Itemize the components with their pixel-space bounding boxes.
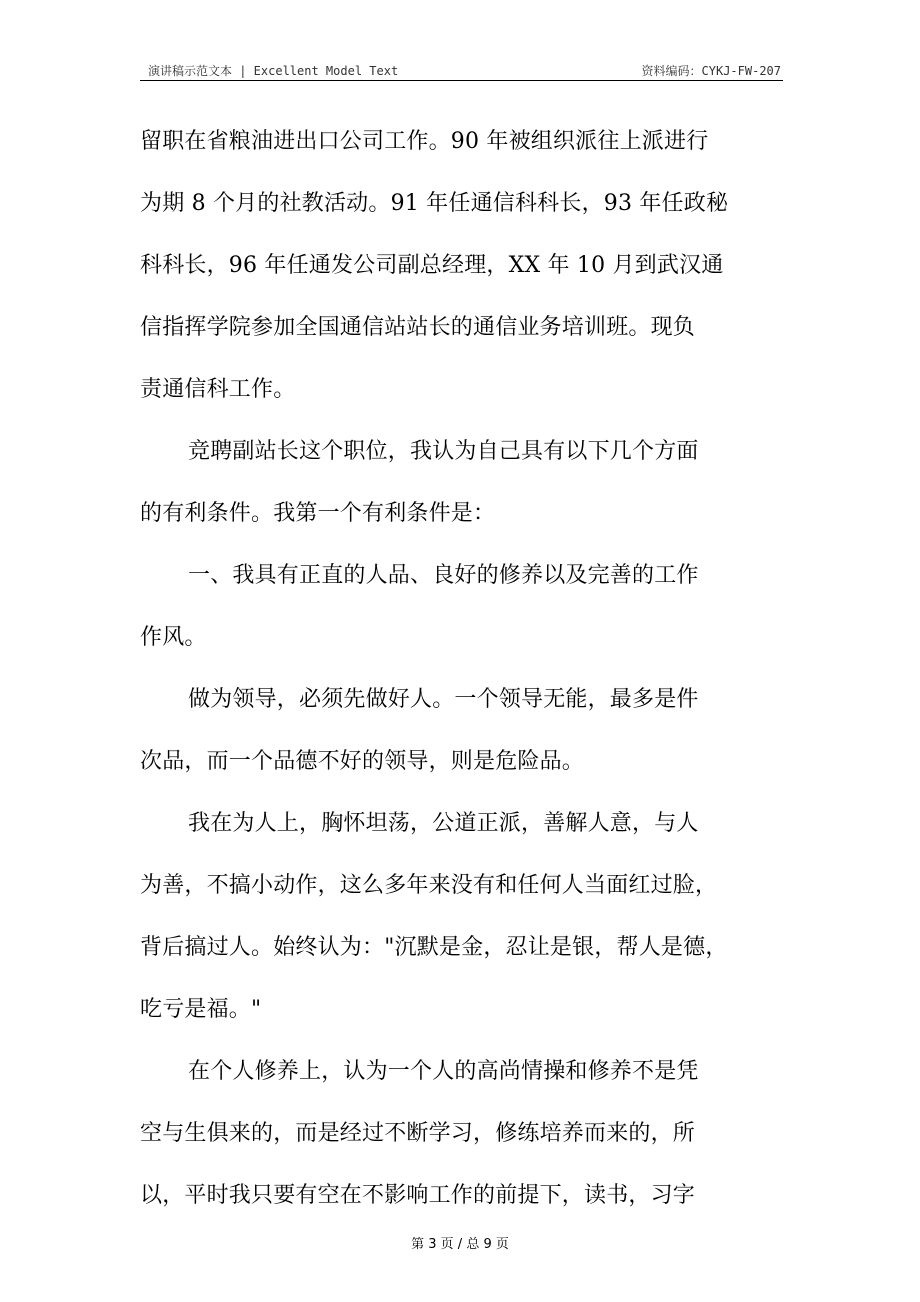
- body-line: 竞聘副站长这个职位，我认为自己具有以下几个方面: [188, 439, 699, 464]
- document-body: [140, 120, 790, 1236]
- body-line: 为善，不搞小动作，这么多年来没有和任何人当面红过脸，: [140, 873, 718, 898]
- page-number: 第 3 页 / 总 9 页: [411, 1237, 509, 1252]
- body-line: 为期 8 个月的社教活动。91 年任通信科科长，93 年任政秘: [140, 191, 729, 216]
- body-line: 责通信科工作。: [140, 377, 296, 402]
- header-document-title: 演讲稿示范文本 | Excellent Model Text: [148, 64, 399, 78]
- body-line: 在个人修养上，认为一个人的高尚情操和修养不是凭: [188, 1059, 699, 1084]
- body-line: 做为领导，必须先做好人。一个领导无能，最多是件: [188, 687, 699, 712]
- body-line: 作风。: [140, 625, 207, 650]
- body-line: 的有利条件。我第一个有利条件是：: [140, 501, 496, 526]
- header-document-code: 资料编码：CYKJ-FW-207: [641, 64, 781, 78]
- body-line: 空与生俱来的，而是经过不断学习，修练培养而来的，所: [140, 1121, 696, 1146]
- body-line: 次品，而一个品德不好的领导，则是危险品。: [140, 749, 585, 774]
- body-line: 一、我具有正直的人品、良好的修养以及完善的工作: [188, 563, 699, 588]
- body-line: 背后搞过人。始终认为："沉默是金，忍让是银，帮人是德，: [140, 935, 728, 960]
- body-line: 吃亏是福。": [140, 997, 262, 1022]
- body-line: 科科长，96 年任通发公司副总经理，XX 年 10 月到武汉通: [140, 253, 724, 278]
- body-line: 信指挥学院参加全国通信站站长的通信业务培训班。现负: [140, 315, 696, 340]
- body-line: 留职在省粮油进出口公司工作。90 年被组织派往上派进行: [140, 129, 709, 154]
- page-header: [140, 58, 783, 81]
- body-line: 我在为人上，胸怀坦荡，公道正派，善解人意，与人: [188, 811, 699, 836]
- body-line: 以，平时我只要有空在不影响工作的前提下，读书，习字: [140, 1183, 696, 1208]
